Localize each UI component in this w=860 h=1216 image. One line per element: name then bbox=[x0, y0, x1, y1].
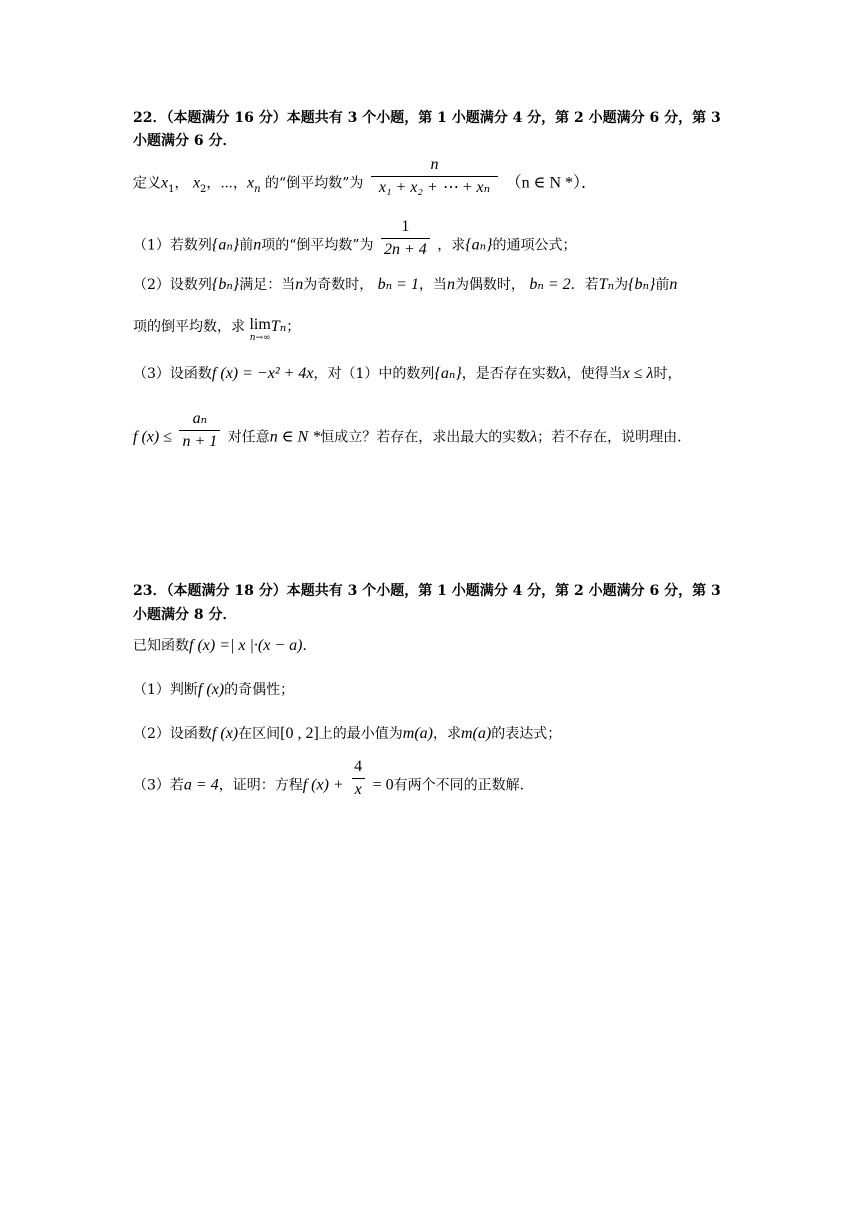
subscript: 1 bbox=[168, 183, 175, 195]
subscript: 2 bbox=[200, 183, 207, 195]
text: ，求 bbox=[433, 726, 461, 742]
text: 有两个不同的正数解． bbox=[393, 777, 534, 794]
math: {aₙ} bbox=[465, 236, 493, 254]
text: 项的倒平均数，求 bbox=[133, 319, 245, 335]
fraction bbox=[381, 218, 430, 259]
denominator: 2n + 4 bbox=[381, 238, 430, 259]
text: （1）判断 bbox=[133, 682, 198, 698]
math: m(a) bbox=[461, 725, 492, 742]
text: 已知函数 bbox=[133, 638, 189, 654]
math: λ bbox=[530, 428, 538, 446]
fraction bbox=[179, 410, 220, 451]
math: x bbox=[192, 174, 201, 192]
math: λ bbox=[559, 365, 567, 382]
text: 的通项公式； bbox=[492, 237, 577, 254]
text: 时， bbox=[653, 366, 682, 382]
condition: （n ∈ N *）． bbox=[505, 174, 597, 192]
fraction bbox=[371, 156, 498, 197]
text: ． bbox=[302, 638, 317, 654]
text: 恒成立？若存在，求出最大的实数 bbox=[320, 429, 531, 446]
math: x bbox=[161, 174, 169, 192]
numerator: 1 bbox=[401, 218, 410, 235]
q23-part2 bbox=[133, 724, 561, 744]
text: ，是否存在实数 bbox=[461, 366, 560, 382]
math: n ∈ N * bbox=[269, 428, 321, 446]
math: Tₙ bbox=[598, 276, 615, 293]
q23-given bbox=[133, 636, 316, 656]
text: ； bbox=[286, 319, 301, 335]
numerator: 4 bbox=[354, 758, 363, 775]
math: n bbox=[669, 276, 678, 293]
limit bbox=[249, 317, 270, 343]
math: bₙ = 1 bbox=[377, 276, 419, 293]
math: {bₙ} bbox=[211, 276, 240, 293]
math: m(a) bbox=[402, 725, 433, 742]
q22-part1 bbox=[133, 218, 577, 259]
text: 为偶数时， bbox=[454, 277, 525, 293]
denominator: n + 1 bbox=[179, 430, 220, 451]
text: 上的最小值为 bbox=[318, 726, 403, 742]
q23-header-line1: 23．（本题满分 18 分）本题共有 3 个小题，第 1 小题满分 4 分，第 2 小题满分 6 分，第 3 bbox=[133, 583, 721, 599]
q22-part3-line1 bbox=[133, 364, 681, 384]
math: = 0 bbox=[372, 776, 394, 794]
text: 为奇数时， bbox=[303, 277, 374, 293]
text: 前 bbox=[655, 277, 670, 293]
q22-part2-line2 bbox=[133, 317, 300, 343]
q23-header-line2: 小题满分 8 分． bbox=[133, 607, 237, 623]
math: {bₙ} bbox=[628, 276, 656, 293]
text: ，⋯， bbox=[206, 175, 248, 192]
math: f (x) ≤ bbox=[133, 428, 172, 446]
math: bₙ = 2 bbox=[529, 276, 571, 293]
text: （3）若 bbox=[133, 777, 184, 794]
text: ，当 bbox=[418, 277, 447, 293]
text: 为 bbox=[614, 277, 629, 293]
text: 满足：当 bbox=[239, 277, 296, 293]
text: ；若不存在，说明理由． bbox=[537, 429, 692, 446]
text: ，对（1）中的数列 bbox=[313, 366, 435, 382]
q22-header-line2: 小题满分 6 分． bbox=[133, 133, 237, 149]
numerator: aₙ bbox=[192, 410, 208, 427]
math: a = 4 bbox=[183, 776, 219, 794]
math: f (x) bbox=[197, 681, 225, 698]
math: Tₙ bbox=[270, 318, 287, 335]
q22-part3-line2 bbox=[133, 410, 692, 451]
q22-header-line1: 22．（本题满分 16 分）本题共有 3 个小题，第 1 小题满分 4 分，第 2 小题满分 6 分，第 3 bbox=[133, 110, 721, 126]
denominator: x₁ + x₂ + ⋯ + xₙ bbox=[371, 176, 498, 197]
math: {aₙ} bbox=[434, 365, 462, 382]
text: ，证明：方程 bbox=[218, 777, 303, 794]
math: n bbox=[446, 276, 455, 293]
fraction bbox=[351, 758, 365, 799]
text: 的奇偶性； bbox=[224, 682, 295, 698]
lim-subscript: n→∞ bbox=[249, 333, 271, 343]
text: ， bbox=[174, 175, 189, 192]
text: （1）若数列 bbox=[133, 237, 212, 254]
text: 对任意 bbox=[227, 429, 270, 446]
q22-definition bbox=[133, 156, 597, 197]
denominator: x bbox=[352, 778, 365, 799]
math: x bbox=[247, 174, 255, 192]
math: x ≤ λ bbox=[622, 365, 654, 382]
text: 在区间 bbox=[238, 726, 281, 742]
text: 的“倒平均数”为 bbox=[265, 175, 364, 192]
math: {aₙ} bbox=[211, 236, 240, 254]
numerator: n bbox=[430, 156, 439, 173]
text: 的表达式； bbox=[491, 726, 562, 742]
math: n bbox=[295, 276, 304, 293]
lim-text: lim bbox=[249, 316, 271, 333]
text: ，使得当 bbox=[566, 366, 623, 382]
math: [0 , 2] bbox=[280, 725, 319, 742]
q23-part3 bbox=[133, 758, 534, 799]
text: 定义 bbox=[133, 175, 161, 192]
text: （3）设函数 bbox=[133, 366, 212, 382]
math: f (x) + bbox=[302, 776, 344, 794]
text: 项的“倒平均数”为 bbox=[261, 237, 374, 254]
math: n bbox=[253, 236, 262, 254]
text: （2）设数列 bbox=[133, 277, 212, 293]
text: ．若 bbox=[570, 277, 599, 293]
text: ，求 bbox=[437, 237, 466, 254]
text: 前 bbox=[239, 237, 254, 254]
q22-part2-line1 bbox=[133, 275, 677, 295]
math: f (x) bbox=[211, 725, 239, 742]
math: f (x) =| x |·(x − a) bbox=[189, 637, 303, 654]
q23-part1 bbox=[133, 680, 294, 700]
text: （2）设函数 bbox=[133, 726, 212, 742]
subscript: n bbox=[254, 183, 261, 195]
math: f (x) = −x² + 4x bbox=[211, 365, 314, 382]
